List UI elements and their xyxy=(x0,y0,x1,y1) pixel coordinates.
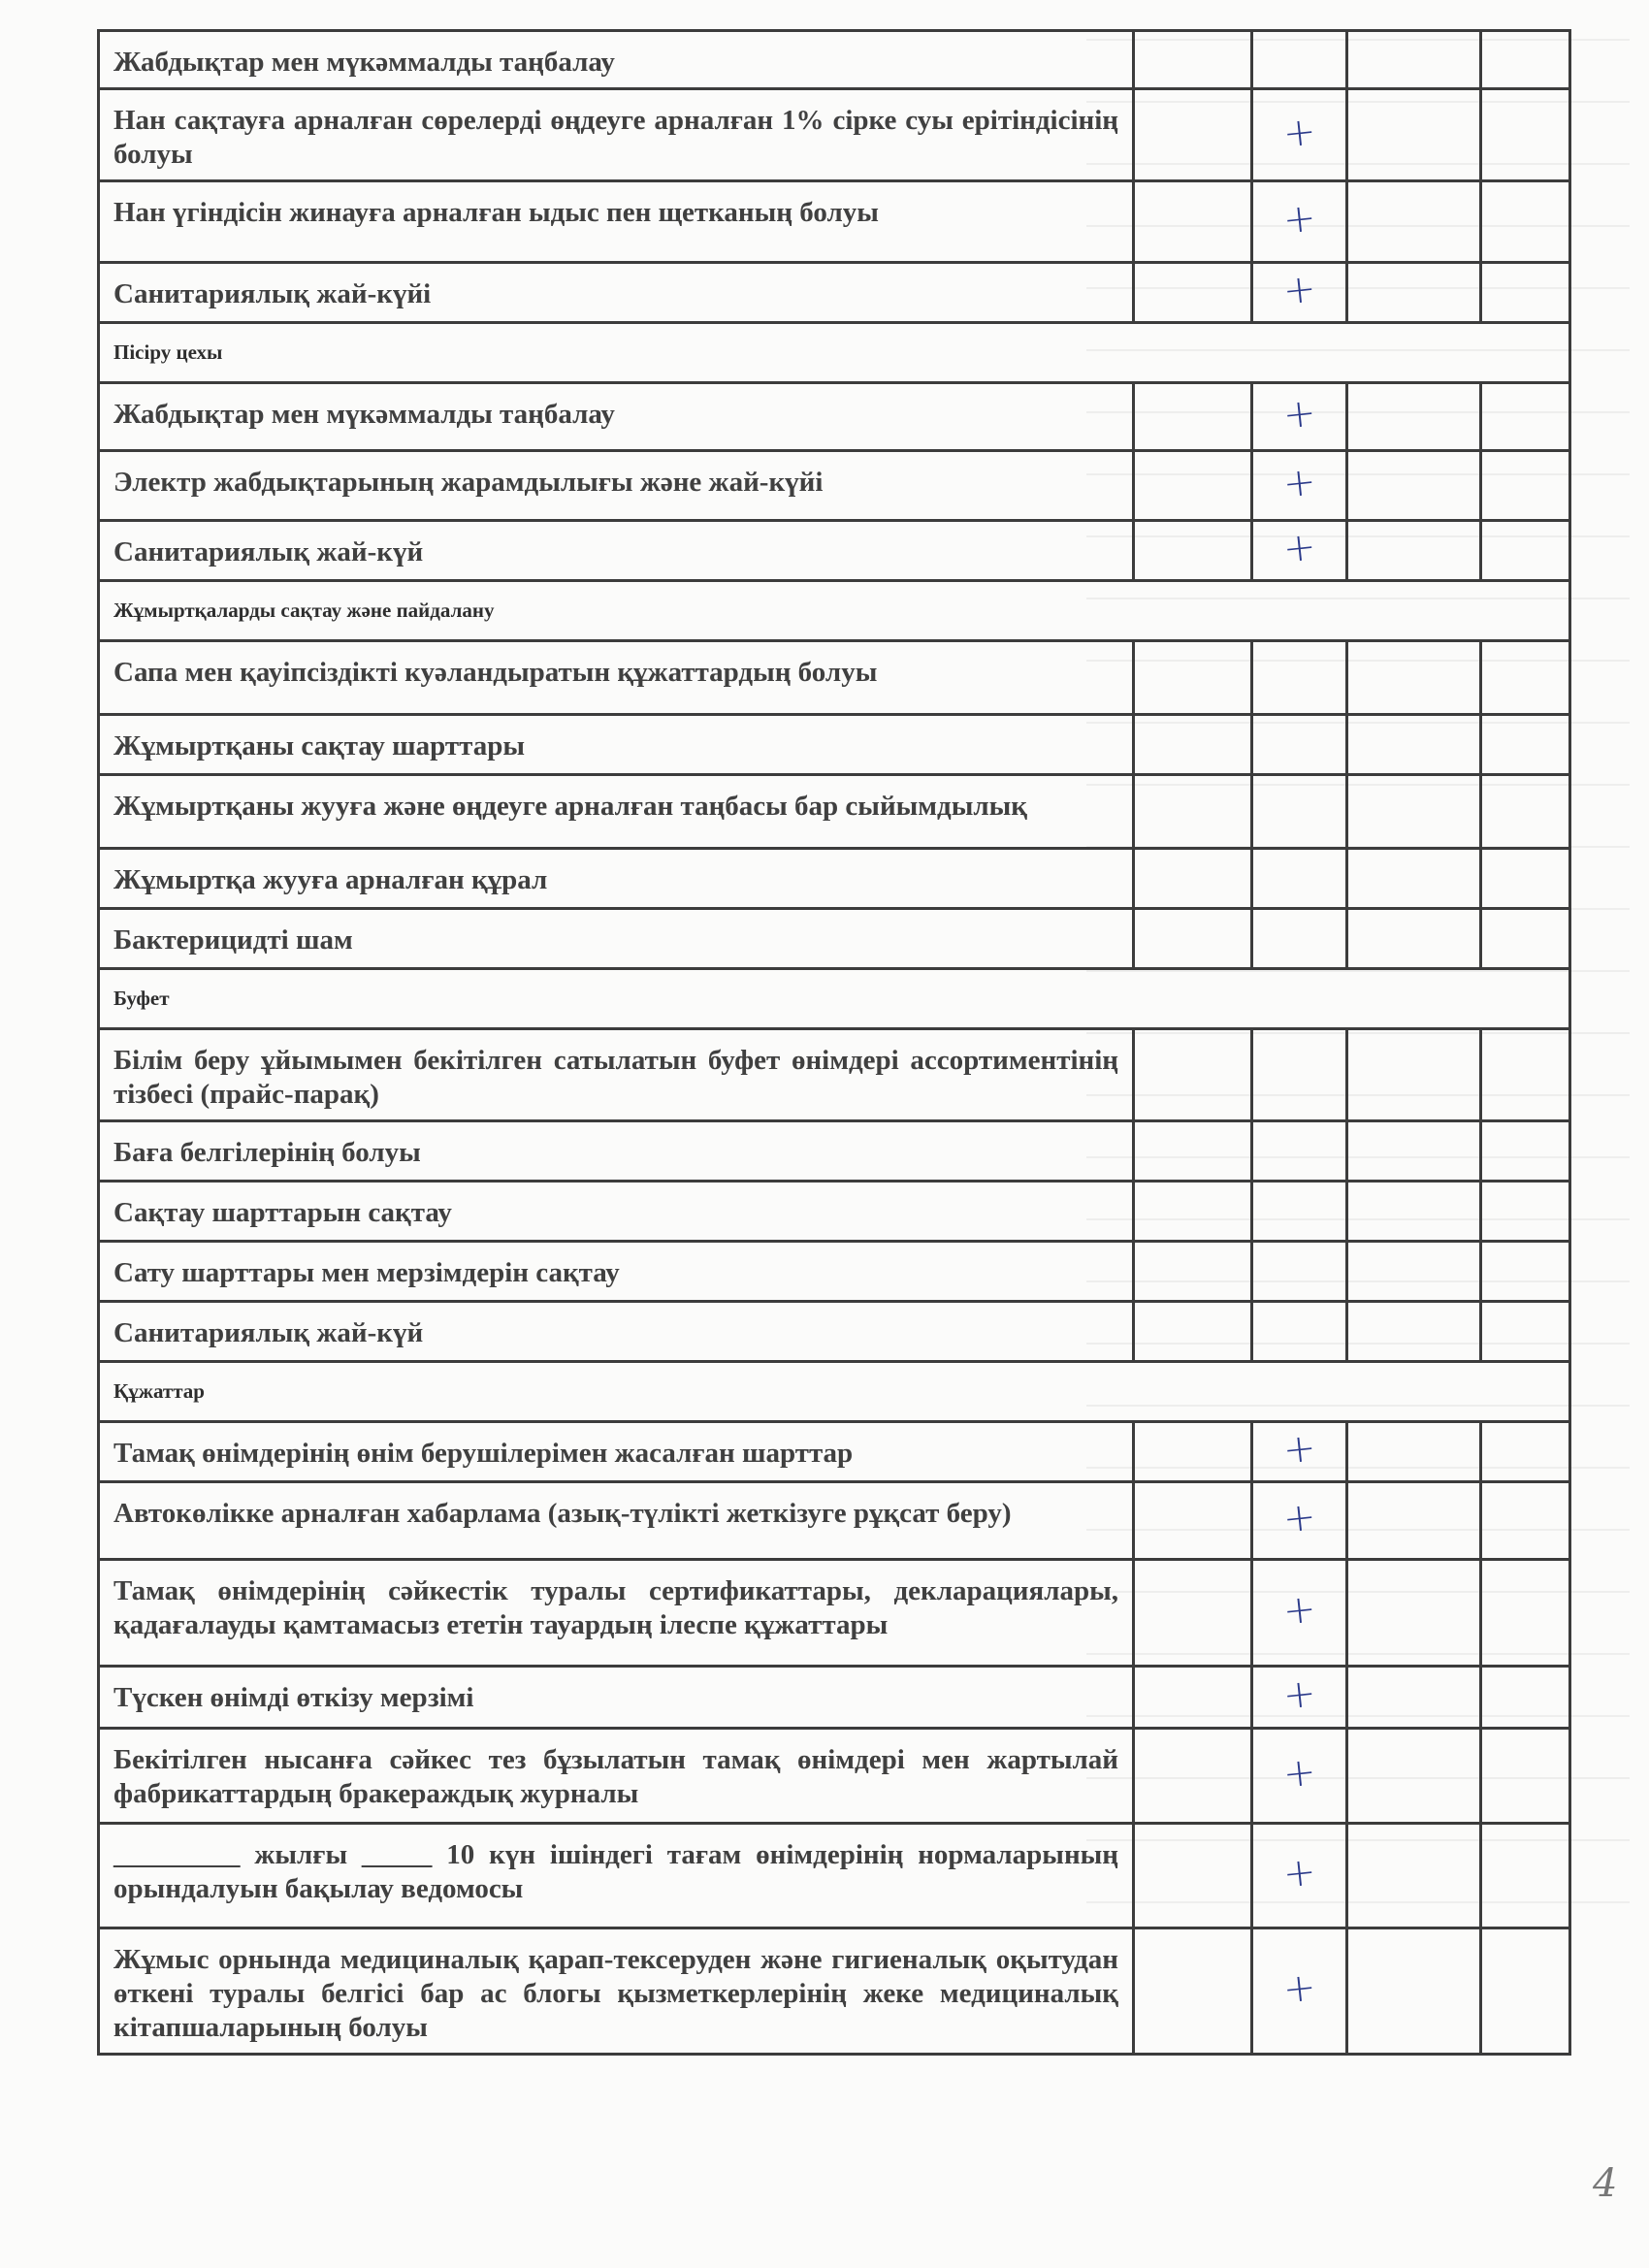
mark-cell-empty[interactable] xyxy=(1134,31,1252,89)
mark-cell-empty[interactable] xyxy=(1481,31,1570,89)
table-row xyxy=(99,909,1570,969)
mark-cell-yes[interactable] xyxy=(1252,451,1347,521)
mark-cell-empty[interactable] xyxy=(1134,1302,1252,1362)
mark-cell-empty[interactable] xyxy=(1481,89,1570,181)
mark-cell-empty[interactable] xyxy=(1347,641,1481,715)
mark-cell-yes[interactable] xyxy=(1252,1667,1347,1729)
section-title: Жұмыртқаларды сақтау және пайдалану xyxy=(99,581,1570,641)
mark-cell-yes[interactable] xyxy=(1252,1482,1347,1560)
table-row xyxy=(99,1824,1570,1928)
criterion-label: Сақтау шарттарын сақтау xyxy=(99,1182,1134,1242)
table-row xyxy=(99,181,1570,263)
checklist-rows xyxy=(99,31,1570,2055)
table-row xyxy=(99,849,1570,909)
mark-cell-yes[interactable] xyxy=(1252,181,1347,263)
mark-cell-empty[interactable] xyxy=(1347,31,1481,89)
table-row xyxy=(99,31,1570,89)
mark-cell-empty[interactable] xyxy=(1481,775,1570,849)
mark-cell-empty[interactable] xyxy=(1347,1667,1481,1729)
mark-cell-empty[interactable] xyxy=(1347,1560,1481,1667)
mark-cell-yes[interactable] xyxy=(1252,383,1347,451)
mark-cell-empty[interactable] xyxy=(1481,1667,1570,1729)
mark-cell-yes[interactable] xyxy=(1252,641,1347,715)
mark-cell-empty[interactable] xyxy=(1134,451,1252,521)
criterion-label: Санитариялық жай-күйі xyxy=(99,263,1134,323)
mark-cell-empty[interactable] xyxy=(1347,1729,1481,1824)
table-row xyxy=(99,1482,1570,1560)
checklist-table xyxy=(97,29,1571,2056)
criterion-label: Электр жабдықтарының жарамдылығы және жай-күйі xyxy=(99,451,1134,521)
mark-cell-empty[interactable] xyxy=(1134,1482,1252,1560)
table-row xyxy=(99,1422,1570,1482)
mark-cell-empty[interactable] xyxy=(1347,1121,1481,1182)
mark-cell-empty[interactable] xyxy=(1134,909,1252,969)
mark-cell-empty[interactable] xyxy=(1481,451,1570,521)
handwritten-plus-mark: + xyxy=(1280,108,1318,157)
mark-cell-empty[interactable] xyxy=(1347,909,1481,969)
mark-cell-empty[interactable] xyxy=(1481,1422,1570,1482)
table-row xyxy=(99,1667,1570,1729)
mark-cell-yes[interactable] xyxy=(1252,521,1347,581)
mark-cell-empty[interactable] xyxy=(1481,1482,1570,1560)
section-row xyxy=(99,581,1570,641)
mark-cell-empty[interactable] xyxy=(1347,1242,1481,1302)
mark-cell-empty[interactable] xyxy=(1481,1560,1570,1667)
page-number: 4 xyxy=(1593,2161,1618,2206)
criterion-label: Жұмыс орнында медициналық қарап-тексеруден және гигиеналық оқытудан өткені туралы белгісі бар ас блогы қызметкерлерінің жеке медициналық кітапшаларының болуы xyxy=(99,1928,1134,2055)
handwritten-plus-mark: + xyxy=(1280,195,1318,243)
mark-cell-empty[interactable] xyxy=(1134,1029,1252,1121)
table-row xyxy=(99,1928,1570,2055)
mark-cell-empty[interactable] xyxy=(1347,383,1481,451)
criterion-label: Жұмыртқа жууға арналған құрал xyxy=(99,849,1134,909)
mark-cell-empty[interactable] xyxy=(1134,383,1252,451)
handwritten-plus-mark: + xyxy=(1280,1425,1318,1474)
table-row xyxy=(99,1560,1570,1667)
mark-cell-yes[interactable] xyxy=(1252,1422,1347,1482)
mark-cell-yes[interactable] xyxy=(1252,1928,1347,2055)
criterion-label: Сапа мен қауіпсіздікті куәландыратын құжаттардың болуы xyxy=(99,641,1134,715)
mark-cell-empty[interactable] xyxy=(1134,641,1252,715)
table-row xyxy=(99,1029,1570,1121)
table-row xyxy=(99,89,1570,181)
mark-cell-empty[interactable] xyxy=(1347,263,1481,323)
mark-cell-yes[interactable] xyxy=(1252,1302,1347,1362)
handwritten-plus-mark: + xyxy=(1280,459,1318,507)
mark-cell-empty[interactable] xyxy=(1134,1667,1252,1729)
mark-cell-empty[interactable] xyxy=(1481,1824,1570,1928)
mark-cell-empty[interactable] xyxy=(1481,641,1570,715)
mark-cell-empty[interactable] xyxy=(1481,1029,1570,1121)
mark-cell-empty[interactable] xyxy=(1134,263,1252,323)
criterion-label: Санитариялық жай-күй xyxy=(99,1302,1134,1362)
mark-cell-empty[interactable] xyxy=(1134,1928,1252,2055)
section-title: Құжаттар xyxy=(99,1362,1570,1422)
mark-cell-yes[interactable] xyxy=(1252,715,1347,775)
mark-cell-empty[interactable] xyxy=(1347,1928,1481,2055)
mark-cell-empty[interactable] xyxy=(1481,181,1570,263)
mark-cell-yes[interactable] xyxy=(1252,909,1347,969)
mark-cell-empty[interactable] xyxy=(1134,181,1252,263)
mark-cell-empty[interactable] xyxy=(1481,849,1570,909)
mark-cell-empty[interactable] xyxy=(1134,521,1252,581)
mark-cell-yes[interactable] xyxy=(1252,1729,1347,1824)
handwritten-plus-mark: + xyxy=(1280,524,1318,572)
mark-cell-empty[interactable] xyxy=(1134,1182,1252,1242)
mark-cell-empty[interactable] xyxy=(1481,521,1570,581)
criterion-label: Нан үгіндісін жинауға арналған ыдыс пен щетканың болуы xyxy=(99,181,1134,263)
criterion-label: Бекітілген нысанға сәйкес тез бұзылатын тамақ өнімдері мен жартылай фабрикаттардың бракераждық журналы xyxy=(99,1729,1134,1824)
criterion-label: Жабдықтар мен мүкәммалды таңбалау xyxy=(99,383,1134,451)
mark-cell-empty[interactable] xyxy=(1481,1928,1570,2055)
criterion-label: Түскен өнімді өткізу мерзімі xyxy=(99,1667,1134,1729)
mark-cell-yes[interactable] xyxy=(1252,1824,1347,1928)
mark-cell-yes[interactable] xyxy=(1252,849,1347,909)
table-row xyxy=(99,715,1570,775)
mark-cell-empty[interactable] xyxy=(1481,1729,1570,1824)
criterion-label: Бактерицидті шам xyxy=(99,909,1134,969)
mark-cell-yes[interactable] xyxy=(1252,89,1347,181)
criterion-label: Автокөлікке арналған хабарлама (азық-түлікті жеткізуге рұқсат беру) xyxy=(99,1482,1134,1560)
mark-cell-empty[interactable] xyxy=(1134,1242,1252,1302)
criterion-label: Тамақ өнімдерінің өнім берушілерімен жасалған шарттар xyxy=(99,1422,1134,1482)
mark-cell-empty[interactable] xyxy=(1481,383,1570,451)
section-title: Пісіру цехы xyxy=(99,323,1570,383)
handwritten-plus-mark: + xyxy=(1280,266,1318,314)
criterion-label: Жұмыртқаны жууға және өңдеуге арналған таңбасы бар сыйымдылық xyxy=(99,775,1134,849)
mark-cell-yes[interactable] xyxy=(1252,1121,1347,1182)
mark-cell-empty[interactable] xyxy=(1347,849,1481,909)
mark-cell-empty[interactable] xyxy=(1347,181,1481,263)
section-row xyxy=(99,1362,1570,1422)
handwritten-plus-mark: + xyxy=(1280,1670,1318,1719)
mark-cell-empty[interactable] xyxy=(1134,1560,1252,1667)
handwritten-plus-mark: + xyxy=(1280,1494,1318,1542)
criterion-label: Жұмыртқаны сақтау шарттары xyxy=(99,715,1134,775)
mark-cell-empty[interactable] xyxy=(1481,1121,1570,1182)
table-row xyxy=(99,1242,1570,1302)
table-row xyxy=(99,1121,1570,1182)
mark-cell-yes[interactable] xyxy=(1252,775,1347,849)
table-row xyxy=(99,1729,1570,1824)
mark-cell-empty[interactable] xyxy=(1134,715,1252,775)
criterion-label: Баға белгілерінің болуы xyxy=(99,1121,1134,1182)
table-row xyxy=(99,1302,1570,1362)
section-row xyxy=(99,969,1570,1029)
mark-cell-empty[interactable] xyxy=(1481,263,1570,323)
criterion-label: Жабдықтар мен мүкәммалды таңбалау xyxy=(99,31,1134,89)
mark-cell-empty[interactable] xyxy=(1347,1482,1481,1560)
handwritten-plus-mark: + xyxy=(1280,1586,1318,1635)
mark-cell-empty[interactable] xyxy=(1347,1029,1481,1121)
handwritten-plus-mark: + xyxy=(1280,390,1318,438)
table-row xyxy=(99,775,1570,849)
mark-cell-empty[interactable] xyxy=(1347,1824,1481,1928)
mark-cell-yes[interactable] xyxy=(1252,1029,1347,1121)
criterion-label: Санитариялық жай-күй xyxy=(99,521,1134,581)
table-row xyxy=(99,521,1570,581)
mark-cell-empty[interactable] xyxy=(1134,1824,1252,1928)
mark-cell-empty[interactable] xyxy=(1134,1422,1252,1482)
table-row xyxy=(99,1182,1570,1242)
mark-cell-empty[interactable] xyxy=(1134,849,1252,909)
mark-cell-empty[interactable] xyxy=(1481,1182,1570,1242)
criterion-label: Нан сақтауға арналған сөрелерді өңдеуге арналған 1% сірке суы ерітіндісінің болуы xyxy=(99,89,1134,181)
mark-cell-empty[interactable] xyxy=(1481,1302,1570,1362)
criterion-label: _________ жылғы _____ 10 күн ішіндегі тағам өнімдерінің нормаларының орындалуын бақылау ведомосы xyxy=(99,1824,1134,1928)
mark-cell-empty[interactable] xyxy=(1134,775,1252,849)
mark-cell-empty[interactable] xyxy=(1347,775,1481,849)
section-title: Буфет xyxy=(99,969,1570,1029)
mark-cell-empty[interactable] xyxy=(1481,715,1570,775)
mark-cell-empty[interactable] xyxy=(1481,1242,1570,1302)
handwritten-plus-mark: + xyxy=(1280,1749,1318,1798)
mark-cell-empty[interactable] xyxy=(1347,451,1481,521)
table-row xyxy=(99,451,1570,521)
table-row xyxy=(99,383,1570,451)
mark-cell-empty[interactable] xyxy=(1481,909,1570,969)
mark-cell-empty[interactable] xyxy=(1134,89,1252,181)
mark-cell-yes[interactable] xyxy=(1252,1560,1347,1667)
mark-cell-empty[interactable] xyxy=(1347,1422,1481,1482)
mark-cell-empty[interactable] xyxy=(1134,1729,1252,1824)
handwritten-plus-mark: + xyxy=(1280,1849,1318,1897)
mark-cell-empty[interactable] xyxy=(1347,1302,1481,1362)
criterion-label: Білім беру ұйымымен бекітілген сатылатын буфет өнімдері ассортиментінің тізбесі (прайс-парақ) xyxy=(99,1029,1134,1121)
table-row xyxy=(99,263,1570,323)
section-row xyxy=(99,323,1570,383)
mark-cell-yes[interactable] xyxy=(1252,31,1347,89)
criterion-label: Тамақ өнімдерінің сәйкестік туралы сертификаттары, декларациялары, қадағалауды қамтамасыз ететін тауардың ілеспе құжаттары xyxy=(99,1560,1134,1667)
handwritten-plus-mark: + xyxy=(1280,1964,1318,2013)
mark-cell-empty[interactable] xyxy=(1347,521,1481,581)
mark-cell-yes[interactable] xyxy=(1252,1182,1347,1242)
criterion-label: Сату шарттары мен мерзімдерін сақтау xyxy=(99,1242,1134,1302)
mark-cell-empty[interactable] xyxy=(1347,89,1481,181)
mark-cell-empty[interactable] xyxy=(1347,715,1481,775)
mark-cell-yes[interactable] xyxy=(1252,1242,1347,1302)
table-row xyxy=(99,641,1570,715)
mark-cell-yes[interactable] xyxy=(1252,263,1347,323)
mark-cell-empty[interactable] xyxy=(1134,1121,1252,1182)
mark-cell-empty[interactable] xyxy=(1347,1182,1481,1242)
